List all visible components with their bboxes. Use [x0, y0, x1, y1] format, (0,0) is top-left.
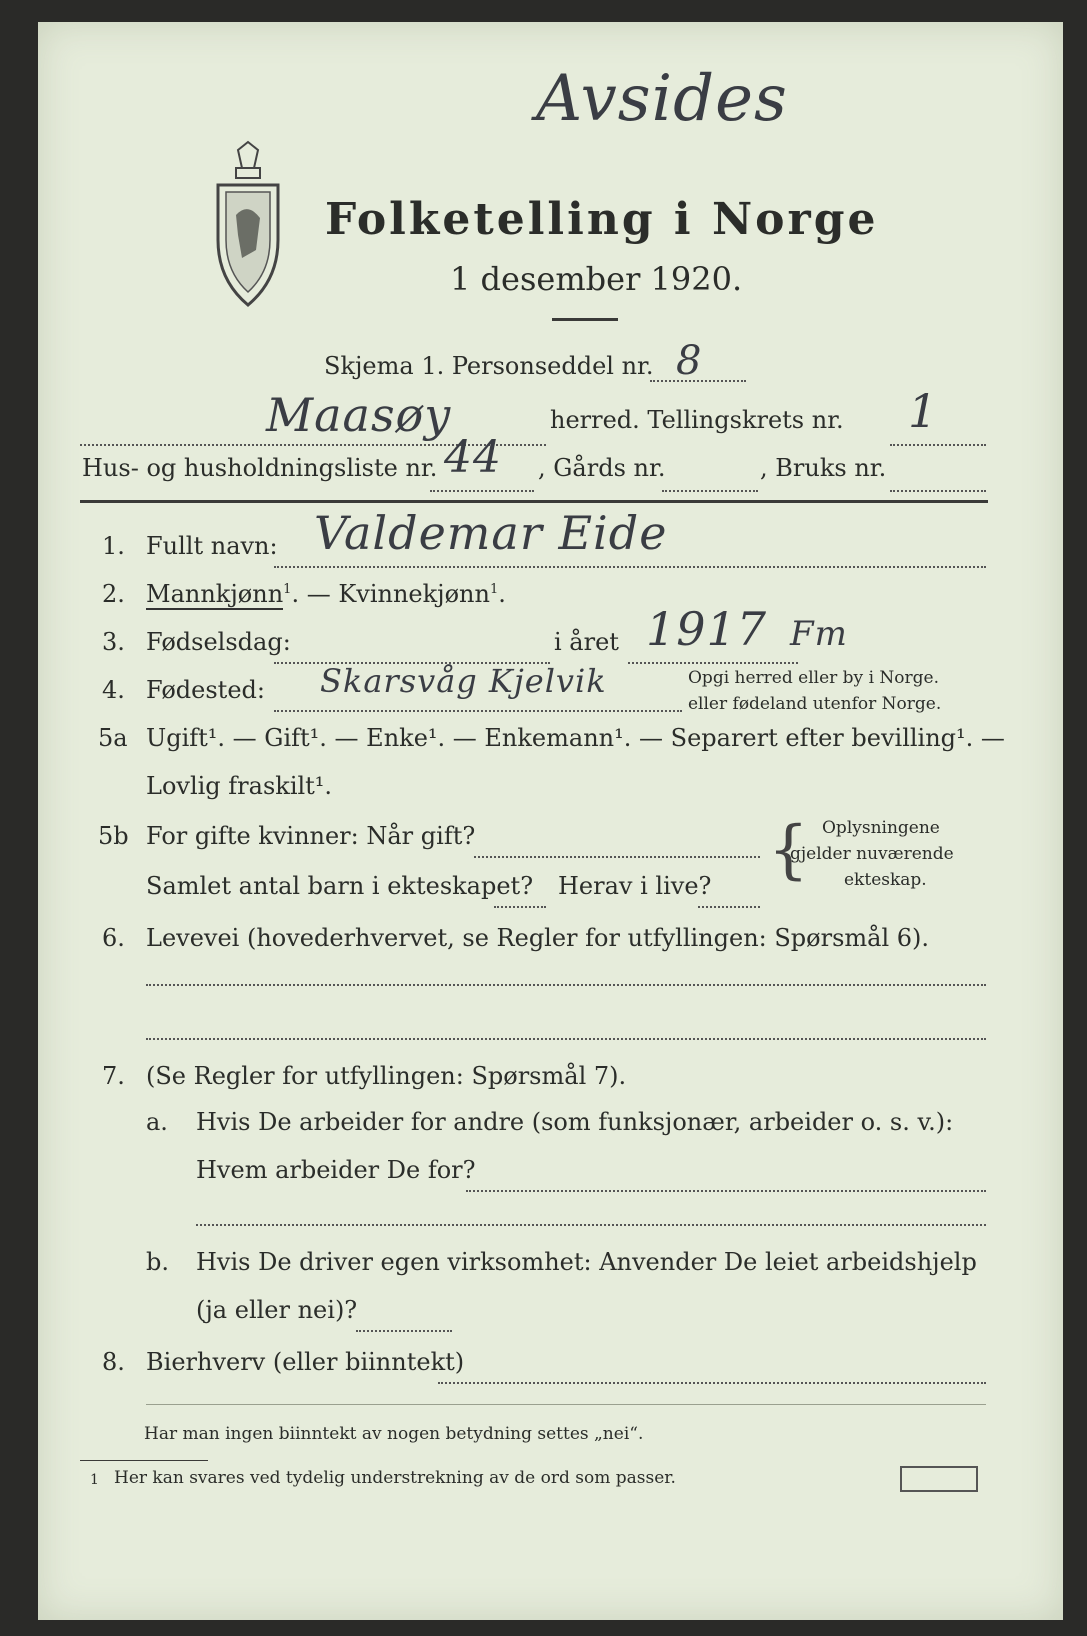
- gender-separator: . —: [291, 580, 339, 608]
- footnote-marker: 1: [489, 582, 499, 597]
- footnote-number: 1: [90, 1472, 99, 1488]
- q2-label: [146, 580, 506, 608]
- q5b-note-line3: ekteskap.: [844, 870, 927, 890]
- q1-label: Fullt navn:: [146, 532, 278, 560]
- q7a-text: Hvis De arbeider for andre (som funksjonær, arbeider o. s. v.):: [196, 1108, 954, 1136]
- full-name-value: Valdemar Eide: [314, 506, 668, 560]
- q5b-number: 5b: [98, 822, 129, 850]
- q7b-letter: b.: [146, 1248, 169, 1276]
- children-alive-field[interactable]: [698, 892, 760, 908]
- q8-label: Bierhverv (eller biinntekt): [146, 1348, 465, 1376]
- handwritten-annotation: Avsides: [536, 62, 788, 136]
- form-title: Folketelling i Norge: [325, 194, 879, 245]
- q7-number: 7.: [102, 1062, 125, 1090]
- footnote-marker: 1: [283, 582, 292, 597]
- birthplace-note-line1: Opgi herred eller by i Norge.: [688, 668, 939, 688]
- footnote-divider: [80, 1460, 208, 1461]
- bruks-label: , Bruks nr.: [760, 454, 887, 482]
- q5b-note-line1: Oplysningene: [822, 818, 940, 838]
- coat-of-arms-icon: [208, 140, 288, 310]
- household-value: 44: [444, 432, 502, 483]
- q5a-number: 5a: [98, 724, 128, 752]
- q7b-text: Hvis De driver egen virksomhet: Anvender De leiet arbeidshjelp: [196, 1248, 977, 1276]
- marriage-date-field[interactable]: [474, 842, 760, 858]
- tellingskrets-value: 1: [908, 384, 939, 438]
- gender-female-option[interactable]: Kvinnekjønn: [338, 580, 490, 608]
- side-income-field[interactable]: [438, 1368, 986, 1384]
- q5b-label: For gifte kvinner: Når gift?: [146, 822, 476, 850]
- header-divider: [80, 500, 988, 503]
- q8-number: 8.: [102, 1348, 125, 1376]
- gender-end: .: [498, 580, 506, 608]
- form-date: 1 desember 1920.: [450, 260, 743, 298]
- q5a-options: Ugift¹. — Gift¹. — Enke¹. — Enkemann¹. — Separert efter bevilling¹. —: [146, 724, 1005, 752]
- q7a-letter: a.: [146, 1108, 168, 1136]
- q5b-alive-label: Herav i live?: [558, 872, 712, 900]
- birth-year-note: Fm: [790, 614, 848, 654]
- employer-field-2[interactable]: [196, 1222, 986, 1226]
- birth-year-value: 1917: [646, 602, 768, 656]
- q4-number: 4.: [102, 676, 125, 704]
- title-divider: [552, 318, 618, 321]
- q1-number: 1.: [102, 532, 125, 560]
- brace-symbol: {: [768, 813, 809, 887]
- schema-label: Skjema 1. Personseddel nr.: [324, 352, 654, 380]
- q2-number: 2.: [102, 580, 125, 608]
- census-form-page: [38, 22, 1063, 1620]
- q6-number: 6.: [102, 924, 125, 952]
- q5b-note-line2: gjelder nuværende: [790, 844, 954, 864]
- herred-value: Maasøy: [266, 388, 452, 442]
- q7-label: (Se Regler for utfyllingen: Spørsmål 7).: [146, 1062, 627, 1090]
- birthplace-note-line2: eller fødeland utenfor Norge.: [688, 694, 942, 714]
- no-income-note: Har man ingen biinntekt av nogen betydning settes „nei“.: [144, 1424, 644, 1444]
- q5b-children-label: Samlet antal barn i ekteskapet?: [146, 872, 534, 900]
- hired-help-field[interactable]: [356, 1316, 452, 1332]
- footnote-text: Her kan svares ved tydelig understrekning av de ord som passer.: [114, 1468, 676, 1488]
- employer-field[interactable]: [466, 1176, 986, 1192]
- birth-year-label: i året: [554, 628, 619, 656]
- gender-male-option[interactable]: Mannkjønn: [146, 580, 284, 608]
- q5a-options-2: Lovlig fraskilt¹.: [146, 772, 333, 800]
- personseddel-value: 8: [676, 338, 703, 384]
- q6-label: Levevei (hovederhvervet, se Regler for utfyllingen: Spørsmål 6).: [146, 924, 930, 952]
- birthplace-value: Skarsvåg Kjelvik: [320, 662, 607, 700]
- q7a-employer-label: Hvem arbeider De for?: [196, 1156, 476, 1184]
- bruks-field[interactable]: [890, 476, 986, 492]
- q4-label: Fødested:: [146, 676, 265, 704]
- gards-label: , Gårds nr.: [538, 454, 666, 482]
- occupation-field-1[interactable]: [146, 982, 986, 986]
- side-income-field-2[interactable]: [146, 1402, 986, 1405]
- herred-label: herred. Tellingskrets nr.: [550, 406, 844, 434]
- gards-field[interactable]: [662, 476, 758, 492]
- household-label: Hus- og husholdningsliste nr.: [82, 454, 438, 482]
- q7b-yesno-label: (ja eller nei)?: [196, 1296, 358, 1324]
- printer-stamp: [900, 1466, 978, 1492]
- q3-number: 3.: [102, 628, 125, 656]
- q3-label: Fødselsdag:: [146, 628, 291, 656]
- children-total-field[interactable]: [494, 892, 546, 908]
- occupation-field-2[interactable]: [146, 1036, 986, 1040]
